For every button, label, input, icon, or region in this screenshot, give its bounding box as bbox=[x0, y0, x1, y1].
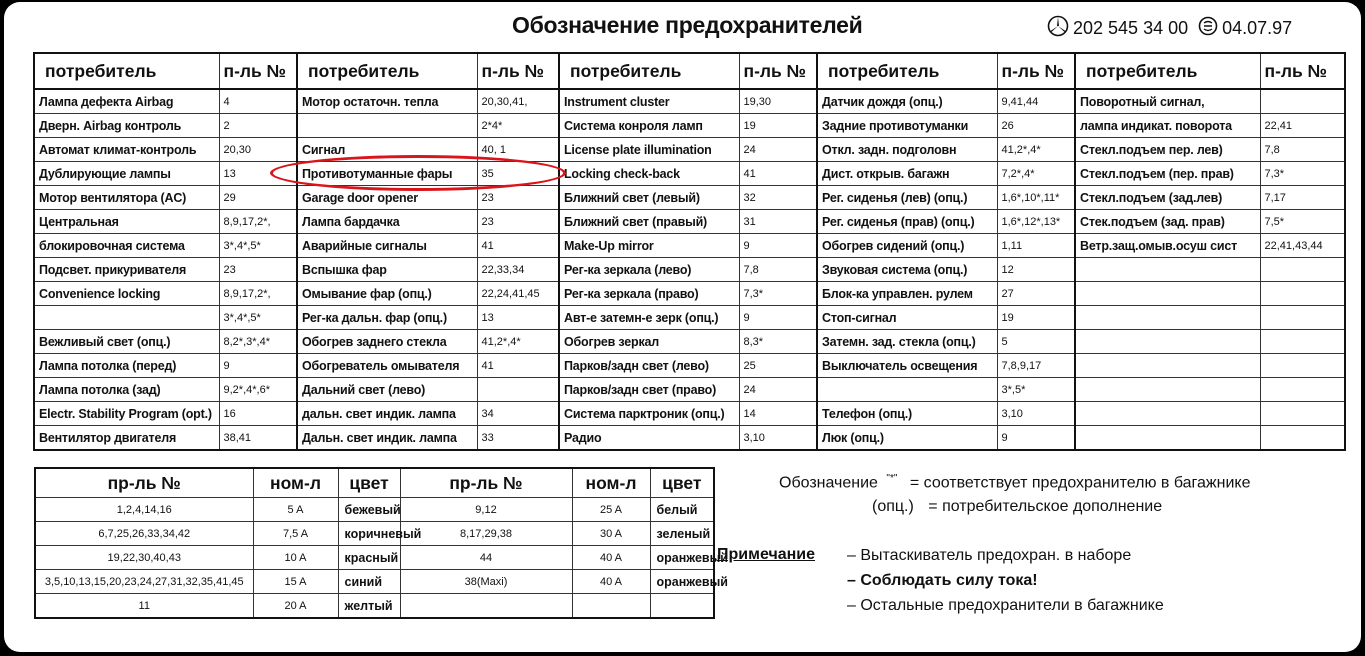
consumer-cell: Автомат климат-контроль bbox=[34, 138, 219, 162]
consumer-cell: License plate illumination bbox=[559, 138, 739, 162]
consumer-cell: Make-Up mirror bbox=[559, 234, 739, 258]
color-cell: зеленый bbox=[650, 522, 714, 546]
fuse-number-cell: 29 bbox=[219, 186, 297, 210]
consumer-cell: Дальний свет (лево) bbox=[297, 378, 477, 402]
note-label: Примечание bbox=[717, 546, 816, 563]
rating-cell bbox=[572, 594, 650, 619]
fuse-number-cell: 23 bbox=[477, 186, 559, 210]
consumer-cell: Блок-ка управлен. рулем bbox=[817, 282, 997, 306]
consumer-cell: Рег-ка дальн. фар (опц.) bbox=[297, 306, 477, 330]
mercedes-star-icon bbox=[1047, 15, 1069, 42]
consumer-cell: Рег-ка зеркала (право) bbox=[559, 282, 739, 306]
table-row bbox=[34, 426, 1345, 451]
fuse-number-cell: 7,5* bbox=[1260, 210, 1345, 234]
fuse-number-cell: 9,2*,4*,6* bbox=[219, 378, 297, 402]
legend-label: Обозначение bbox=[779, 474, 878, 492]
part-number-block bbox=[1047, 15, 1292, 42]
table-row bbox=[34, 330, 1345, 354]
fuse-number-cell bbox=[1260, 306, 1345, 330]
consumer-cell bbox=[1075, 282, 1260, 306]
consumer-cell: Дублирующие лампы bbox=[34, 162, 219, 186]
consumer-cell bbox=[1075, 330, 1260, 354]
fuse-number-cell: 1,6*,12*,13* bbox=[997, 210, 1075, 234]
consumer-cell bbox=[1075, 354, 1260, 378]
table-row bbox=[34, 306, 1345, 330]
rating-cell: 5 A bbox=[253, 498, 338, 522]
fuse-number-cell: 3,10 bbox=[997, 402, 1075, 426]
fuse-number-cell bbox=[477, 378, 559, 402]
fuse-number-cell: 7,3* bbox=[1260, 162, 1345, 186]
rating-cell: 10 A bbox=[253, 546, 338, 570]
consumer-cell: Convenience locking bbox=[34, 282, 219, 306]
table-header-row bbox=[34, 53, 1345, 89]
fuse-list-cell: 11 bbox=[35, 594, 253, 619]
consumer-cell: Мотор вентилятора (AC) bbox=[34, 186, 219, 210]
fuse-list-cell bbox=[400, 594, 572, 619]
consumer-cell: Дист. открыв. багажн bbox=[817, 162, 997, 186]
fuse-number-cell: 7,2*,4* bbox=[997, 162, 1075, 186]
fuse-number-cell: 3*,5* bbox=[997, 378, 1075, 402]
fuse-number-cell: 24 bbox=[739, 378, 817, 402]
fuse-number-cell: 41 bbox=[477, 354, 559, 378]
fuse-number-cell bbox=[1260, 89, 1345, 114]
fuse-number-cell: 3,10 bbox=[739, 426, 817, 451]
color-cell: бежевый bbox=[338, 498, 400, 522]
fuse-number-cell: 33 bbox=[477, 426, 559, 451]
fuse-number-cell bbox=[1260, 282, 1345, 306]
consumer-cell: Стоп-сигнал bbox=[817, 306, 997, 330]
fuse-number-cell: 40, 1 bbox=[477, 138, 559, 162]
consumer-cell: Лампа потолка (зад) bbox=[34, 378, 219, 402]
table-row bbox=[35, 498, 714, 522]
fuse-number-cell: 7,3* bbox=[739, 282, 817, 306]
consumer-cell: Радио bbox=[559, 426, 739, 451]
fuse-number-cell: 3*,4*,5* bbox=[219, 234, 297, 258]
rating-cell: 25 A bbox=[572, 498, 650, 522]
table-row bbox=[35, 594, 714, 619]
fuse-number-cell: 23 bbox=[477, 210, 559, 234]
consumer-cell: Аварийные сигналы bbox=[297, 234, 477, 258]
note-line: – Соблюдать силу тока! bbox=[847, 572, 1038, 589]
fuse-number-cell: 41,2*,4* bbox=[997, 138, 1075, 162]
table-row bbox=[35, 546, 714, 570]
consumer-fuse-table bbox=[33, 52, 1346, 451]
color-cell: оранжевый bbox=[650, 546, 714, 570]
consumer-cell: Вспышка фар bbox=[297, 258, 477, 282]
consumer-cell: Стекл.подъем (зад.лев) bbox=[1075, 186, 1260, 210]
fuse-rating-table bbox=[34, 467, 728, 619]
color-cell: коричневый bbox=[338, 522, 400, 546]
color-cell: оранжевый bbox=[650, 570, 714, 594]
fuse-number-cell: 8,3* bbox=[739, 330, 817, 354]
fuse-number-cell: 41 bbox=[739, 162, 817, 186]
rating-cell: 30 A bbox=[572, 522, 650, 546]
fuse-number-cell: 7,17 bbox=[1260, 186, 1345, 210]
consumer-cell: Обогреватель омывателя bbox=[297, 354, 477, 378]
fuse-number-cell: 9 bbox=[739, 306, 817, 330]
fuse-number-cell: 8,9,17,2*, bbox=[219, 282, 297, 306]
fuse-number-cell: 35 bbox=[477, 162, 559, 186]
fuse-number-cell: 4 bbox=[219, 89, 297, 114]
rating-cell: 40 A bbox=[572, 570, 650, 594]
consumer-cell: Затемн. зад. стекла (опц.) bbox=[817, 330, 997, 354]
fuse-number-cell: 26 bbox=[997, 114, 1075, 138]
table-row bbox=[34, 402, 1345, 426]
consumer-cell bbox=[297, 114, 477, 138]
consumer-cell: Откл. задн. подголовн bbox=[817, 138, 997, 162]
fuse-number-cell: 1,6*,10*,11* bbox=[997, 186, 1075, 210]
consumer-cell: Рег. сиденья (прав) (опц.) bbox=[817, 210, 997, 234]
fuse-number-cell: 22,41 bbox=[1260, 114, 1345, 138]
consumer-cell: Обогрев сидений (опц.) bbox=[817, 234, 997, 258]
consumer-cell: Instrument cluster bbox=[559, 89, 739, 114]
consumer-cell: Парков/задн свет (право) bbox=[559, 378, 739, 402]
fuse-number-cell: 20,30,41, bbox=[477, 89, 559, 114]
consumer-cell: Противотуманные фары bbox=[297, 162, 477, 186]
fuse-number-cell: 2 bbox=[219, 114, 297, 138]
fuse-number-cell bbox=[1260, 330, 1345, 354]
fuse-number-cell: 7,8 bbox=[739, 258, 817, 282]
fuse-number-cell: 24 bbox=[739, 138, 817, 162]
fuse-number-cell: 25 bbox=[739, 354, 817, 378]
color-cell: белый bbox=[650, 498, 714, 522]
table-row bbox=[34, 210, 1345, 234]
table-row bbox=[34, 162, 1345, 186]
fuse-number-cell: 41 bbox=[477, 234, 559, 258]
consumer-cell: Обогрев заднего стекла bbox=[297, 330, 477, 354]
consumer-cell: Рег. сиденья (лев) (опц.) bbox=[817, 186, 997, 210]
fuse-number-cell: 22,33,34 bbox=[477, 258, 559, 282]
fuse-number-cell: 31 bbox=[739, 210, 817, 234]
consumer-cell: Стек.подъем (зад. прав) bbox=[1075, 210, 1260, 234]
fuse-number-cell: 22,41,43,44 bbox=[1260, 234, 1345, 258]
table-row bbox=[34, 378, 1345, 402]
fuse-number-cell: 32 bbox=[739, 186, 817, 210]
column-header: п-ль № bbox=[219, 53, 297, 89]
fuse-list-cell: 1,2,4,14,16 bbox=[35, 498, 253, 522]
rating-cell: 40 A bbox=[572, 546, 650, 570]
fuse-number-cell: 1,11 bbox=[997, 234, 1075, 258]
fuse-number-cell bbox=[1260, 378, 1345, 402]
fuse-chart-card bbox=[4, 2, 1361, 652]
consumer-cell: Вежливый свет (опц.) bbox=[34, 330, 219, 354]
consumer-cell: Звуковая система (опц.) bbox=[817, 258, 997, 282]
column-header: ном-л bbox=[572, 468, 650, 498]
legend-symbol: "*" bbox=[886, 473, 898, 484]
consumer-cell: Ветр.защ.омыв.осуш сист bbox=[1075, 234, 1260, 258]
table-row bbox=[34, 258, 1345, 282]
table-row bbox=[34, 354, 1345, 378]
consumer-cell: Ближний свет (левый) bbox=[559, 186, 739, 210]
fuse-number-cell: 19,30 bbox=[739, 89, 817, 114]
consumer-cell: Лампа потолка (перед) bbox=[34, 354, 219, 378]
consumer-cell: Обогрев зеркал bbox=[559, 330, 739, 354]
fuse-number-cell: 9 bbox=[739, 234, 817, 258]
consumer-cell: Подсвет. прикуривателя bbox=[34, 258, 219, 282]
consumer-cell: Лампа дефекта Airbag bbox=[34, 89, 219, 114]
consumer-cell: Garage door opener bbox=[297, 186, 477, 210]
legend-text: = потребительское дополнение bbox=[928, 498, 1163, 515]
fuse-number-cell: 19 bbox=[997, 306, 1075, 330]
column-header: потребитель bbox=[297, 53, 477, 89]
color-cell bbox=[650, 594, 714, 619]
print-date: 04.07.97 bbox=[1222, 18, 1293, 38]
consumer-cell: Поворотный сигнал, bbox=[1075, 89, 1260, 114]
consumer-cell: Стекл.подъем (пер. прав) bbox=[1075, 162, 1260, 186]
fuse-number-cell: 41,2*,4* bbox=[477, 330, 559, 354]
table-header-row bbox=[35, 468, 714, 498]
consumer-cell bbox=[1075, 402, 1260, 426]
consumer-cell: Телефон (опц.) bbox=[817, 402, 997, 426]
consumer-cell bbox=[817, 378, 997, 402]
fuse-number-cell: 2*4* bbox=[477, 114, 559, 138]
part-number: 202 545 34 00 bbox=[1073, 18, 1189, 38]
fuse-number-cell: 16 bbox=[219, 402, 297, 426]
column-header: п-ль № bbox=[739, 53, 817, 89]
consumer-cell: Locking check-back bbox=[559, 162, 739, 186]
consumer-cell: Центральная bbox=[34, 210, 219, 234]
table-row bbox=[34, 186, 1345, 210]
column-header: п-ль № bbox=[477, 53, 559, 89]
column-header: потребитель bbox=[817, 53, 997, 89]
color-cell: синий bbox=[338, 570, 400, 594]
table-row bbox=[35, 570, 714, 594]
consumer-cell: Задние противотуманки bbox=[817, 114, 997, 138]
consumer-cell: Выключатель освещения bbox=[817, 354, 997, 378]
fuse-number-cell: 13 bbox=[219, 162, 297, 186]
fuse-number-cell: 9 bbox=[997, 426, 1075, 451]
consumer-cell: Сигнал bbox=[297, 138, 477, 162]
fuse-number-cell bbox=[1260, 258, 1345, 282]
consumer-cell: Лампа бардачка bbox=[297, 210, 477, 234]
consumer-cell: Датчик дождя (опц.) bbox=[817, 89, 997, 114]
consumer-cell: Авт-е затемн-е зерк (опц.) bbox=[559, 306, 739, 330]
fuse-number-cell: 27 bbox=[997, 282, 1075, 306]
consumer-cell: блокировочная система bbox=[34, 234, 219, 258]
fuse-number-cell: 9 bbox=[219, 354, 297, 378]
fuse-number-cell: 34 bbox=[477, 402, 559, 426]
table-row bbox=[34, 282, 1345, 306]
fuse-list-cell: 44 bbox=[400, 546, 572, 570]
color-cell: красный bbox=[338, 546, 400, 570]
fuse-number-cell: 7,8 bbox=[1260, 138, 1345, 162]
fuse-number-cell: 3*,4*,5* bbox=[219, 306, 297, 330]
consumer-cell: Вентилятор двигателя bbox=[34, 426, 219, 451]
consumer-cell: Дальн. свет индик. лампа bbox=[297, 426, 477, 451]
rating-cell: 7,5 A bbox=[253, 522, 338, 546]
fuse-number-cell: 8,2*,3*,4* bbox=[219, 330, 297, 354]
fuse-list-cell: 9,12 bbox=[400, 498, 572, 522]
column-header: п-ль № bbox=[997, 53, 1075, 89]
column-header: пр-ль № bbox=[400, 468, 572, 498]
fuse-number-cell bbox=[1260, 402, 1345, 426]
consumer-cell: Омывание фар (опц.) bbox=[297, 282, 477, 306]
fuse-number-cell: 38,41 bbox=[219, 426, 297, 451]
note-line: – Остальные предохранители в багажнике bbox=[847, 597, 1164, 614]
rating-cell: 20 A bbox=[253, 594, 338, 619]
legend-designation bbox=[779, 473, 1250, 492]
column-header: потребитель bbox=[34, 53, 219, 89]
fuse-list-cell: 3,5,10,13,15,20,23,24,27,31,32,35,41,45 bbox=[35, 570, 253, 594]
rating-cell: 15 A bbox=[253, 570, 338, 594]
fuse-list-cell: 38(Maxi) bbox=[400, 570, 572, 594]
consumer-cell: Люк (опц.) bbox=[817, 426, 997, 451]
legend-label: (опц.) bbox=[872, 498, 914, 515]
column-header: пр-ль № bbox=[35, 468, 253, 498]
column-header: п-ль № bbox=[1260, 53, 1345, 89]
fuse-number-cell: 20,30 bbox=[219, 138, 297, 162]
column-header: потребитель bbox=[559, 53, 739, 89]
fuse-list-cell: 6,7,25,26,33,34,42 bbox=[35, 522, 253, 546]
stamp-icon bbox=[1198, 16, 1218, 41]
fuse-number-cell: 8,9,17,2*, bbox=[219, 210, 297, 234]
consumer-cell: Рег-ка зеркала (лево) bbox=[559, 258, 739, 282]
fuse-number-cell: 12 bbox=[997, 258, 1075, 282]
consumer-cell: Стекл.подъем пер. лев) bbox=[1075, 138, 1260, 162]
table-row bbox=[34, 138, 1345, 162]
fuse-number-cell: 5 bbox=[997, 330, 1075, 354]
consumer-cell: Система парктроник (опц.) bbox=[559, 402, 739, 426]
fuse-list-cell: 8,17,29,38 bbox=[400, 522, 572, 546]
table-row bbox=[34, 114, 1345, 138]
fuse-number-cell: 7,8,9,17 bbox=[997, 354, 1075, 378]
color-cell: желтый bbox=[338, 594, 400, 619]
fuse-number-cell: 9,41,44 bbox=[997, 89, 1075, 114]
consumer-cell: Ближний свет (правый) bbox=[559, 210, 739, 234]
consumer-cell: лампа индикат. поворота bbox=[1075, 114, 1260, 138]
fuse-number-cell: 13 bbox=[477, 306, 559, 330]
table-row bbox=[34, 234, 1345, 258]
fuse-list-cell: 19,22,30,40,43 bbox=[35, 546, 253, 570]
table-row bbox=[35, 522, 714, 546]
consumer-cell bbox=[1075, 378, 1260, 402]
legend-text: = соответствует предохранителю в багажнике bbox=[909, 474, 1251, 492]
consumer-cell bbox=[1075, 306, 1260, 330]
consumer-cell bbox=[34, 306, 219, 330]
fuse-number-cell: 22,24,41,45 bbox=[477, 282, 559, 306]
fuse-number-cell bbox=[1260, 426, 1345, 451]
column-header: потребитель bbox=[1075, 53, 1260, 89]
column-header: цвет bbox=[338, 468, 400, 498]
consumer-cell bbox=[1075, 258, 1260, 282]
consumer-cell: Мотор остаточн. тепла bbox=[297, 89, 477, 114]
fuse-number-cell: 23 bbox=[219, 258, 297, 282]
consumer-cell bbox=[1075, 426, 1260, 451]
fuse-number-cell bbox=[1260, 354, 1345, 378]
consumer-cell: Дверн. Airbag контроль bbox=[34, 114, 219, 138]
consumer-cell: Система конроля ламп bbox=[559, 114, 739, 138]
legend-optional bbox=[872, 498, 1162, 516]
column-header: ном-л bbox=[253, 468, 338, 498]
consumer-cell: Electr. Stability Program (opt.) bbox=[34, 402, 219, 426]
fuse-number-cell: 14 bbox=[739, 402, 817, 426]
consumer-cell: дальн. свет индик. лампа bbox=[297, 402, 477, 426]
table-row bbox=[34, 89, 1345, 114]
consumer-cell: Парков/задн свет (лево) bbox=[559, 354, 739, 378]
page-title: Обозначение предохранителей bbox=[512, 12, 863, 38]
column-header: цвет bbox=[650, 468, 714, 498]
note-line: – Вытаскиватель предохран. в наборе bbox=[847, 547, 1132, 564]
fuse-number-cell: 19 bbox=[739, 114, 817, 138]
